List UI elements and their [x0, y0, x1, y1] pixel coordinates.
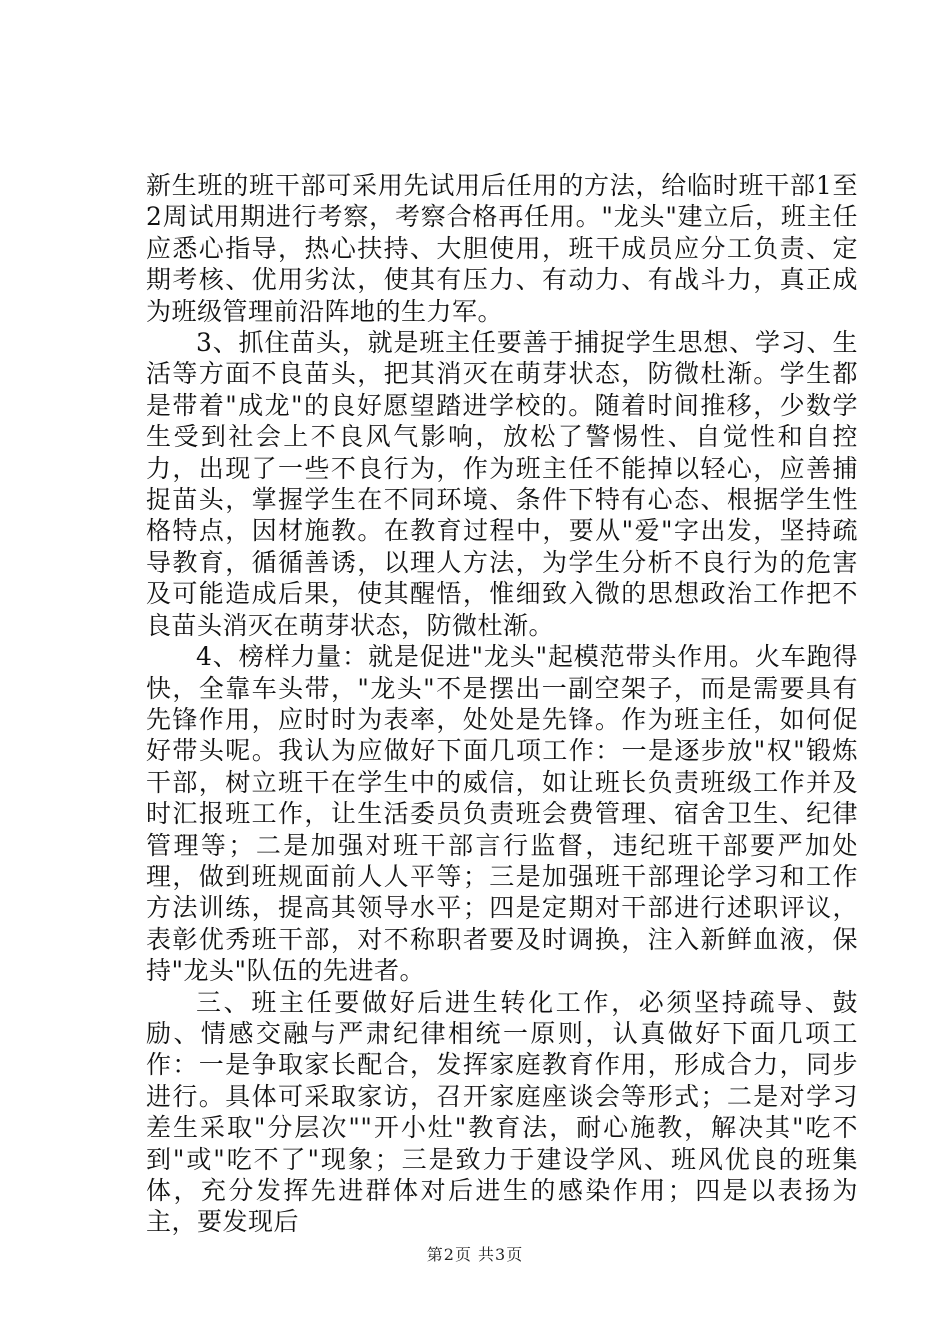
page-footer: 第2页 共3页 — [426, 1245, 524, 1264]
paragraph-grasp-signs: 3、抓住苗头，就是班主任要善于捕捉学生思想、学习、生活等方面不良苗头，把其消灭在萌芽状态，防微杜渐。学生都是带着"成龙"的良好愿望踏进学校的。随着时间推移，少数学生受到社会上不良风气影响，放松了警惕性、自觉性和自控力，出现了一些不良行为，作为班主任不能掉以轻心，应善捕捉苗头，掌握学生在不同环境、条件下特有心态、根据学生性格特点，因材施教。在教育过程中，要从"爱"字出发，坚持疏导教育，循循善诱，以理人方法，为学生分析不良行为的危害及可能造成后果，使其醒悟，惟细致入微的思想政治工作把不良苗头消灭在萌芽状态，防微杜渐。 — [146, 328, 858, 640]
paragraph-role-model: 4、榜样力量：就是促进"龙头"起模范带头作用。火车跑得快，全靠车头带，"龙头"不是摆出一副空架子，而是需要具有先锋作用，应时时为表率，处处是先锋。作为班主任，如何促好带头呢。我认为应做好下面几项工作：一是逐步放"权"锻炼干部，树立班干在学生中的威信，如让班长负责班级工作并及时汇报班工作，让生活委员负责班会费管理、宿舍卫生、纪律管理等；二是加强对班干部言行监督，违纪班干部要严加处理，做到班规面前人人平等；三是加强班干部理论学习和工作方法训练，提高其领导水平；四是定期对干部进行述职评议，表彰优秀班干部，对不称职者要及时调换，注入新鲜血液，保持"龙头"队伍的先进者。 — [146, 642, 858, 986]
paragraph-continuation: 新生班的班干部可采用先试用后任用的方法，给临时班干部1至2周试用期进行考察，考察合格再任用。"龙头"建立后，班主任应悉心指导，热心扶持、大胆使用，班干成员应分工负责、定期考核、优用劣汰，使其有压力、有动力、有战斗力，真正成为班级管理前沿阵地的生力军。 — [146, 171, 858, 326]
paragraph-underachievers: 三、班主任要做好后进生转化工作，必须坚持疏导、鼓励、情感交融与严肃纪律相统一原则，认真做好下面几项工作：一是争取家长配合，发挥家庭教育作用，形成合力，同步进行。具体可采取家访，召开家庭座谈会等形式；二是对学习差生采取"分层次""开小灶"教育法，耐心施教，解决其"吃不到"或"吃不了"现象；三是致力于建设学风、班风优良的班集体，充分发挥先进群体对后进生的感染作用；四是以表扬为主，要发现后 — [146, 987, 858, 1237]
document-body — [146, 170, 858, 1238]
